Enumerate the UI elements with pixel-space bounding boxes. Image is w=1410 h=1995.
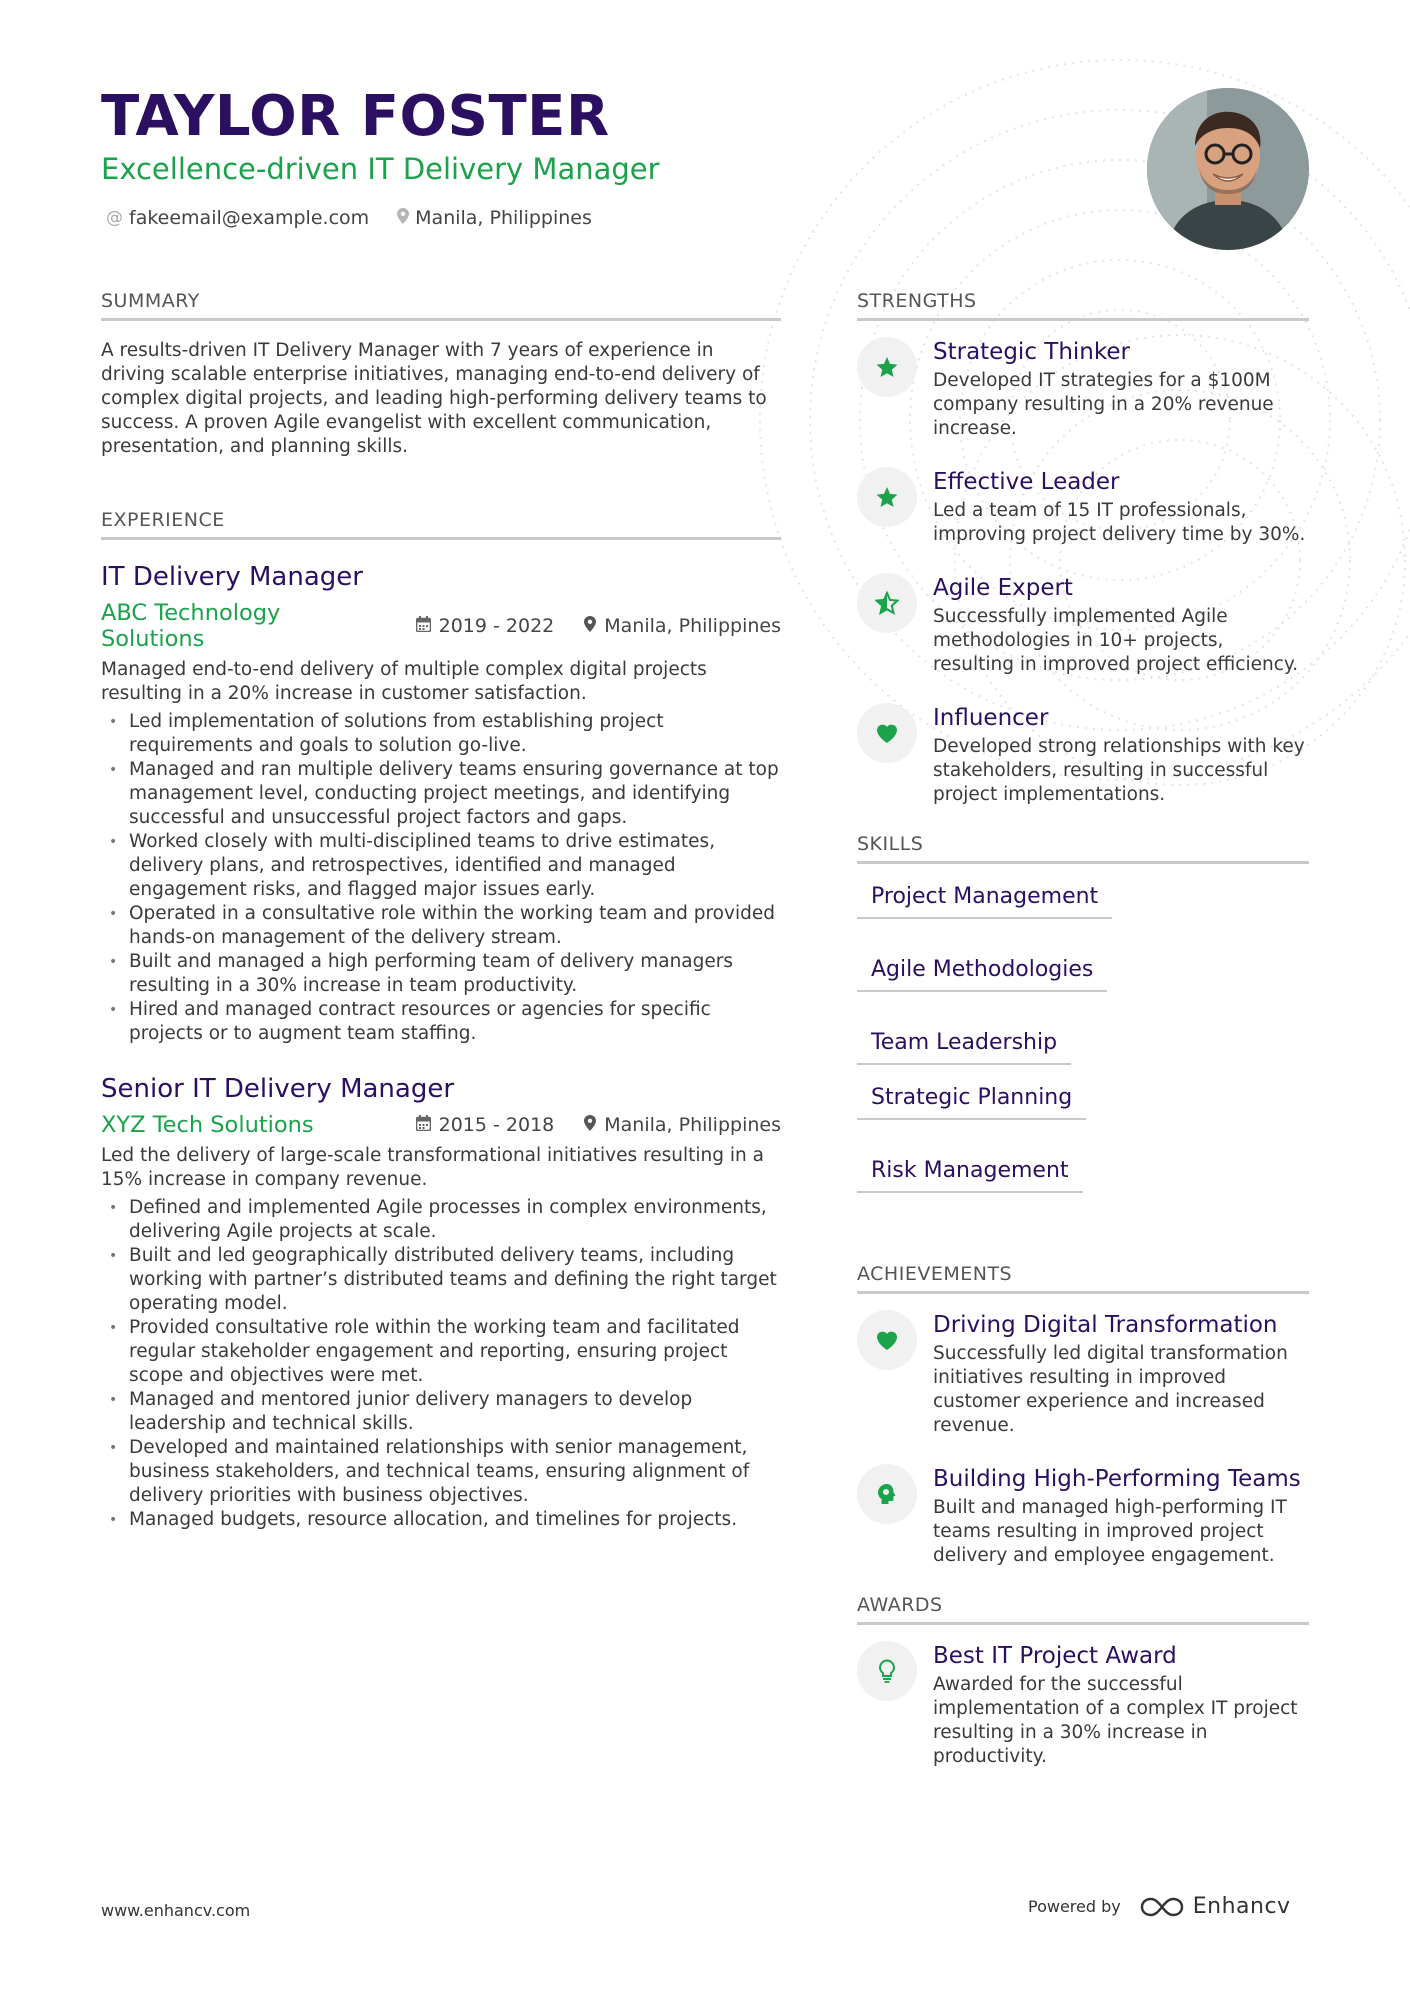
candidate-name: TAYLOR FOSTER [101,84,610,149]
brain-icon [857,1464,917,1524]
job-dates-text: 2019 - 2022 [438,615,555,637]
strengths-heading: STRENGTHS [857,290,1309,321]
job-meta [101,1112,781,1138]
strength-item [857,467,1309,547]
location-contact [397,207,592,229]
skill-tag: Strategic Planning [857,1083,1086,1120]
award-title: Best IT Project Award [933,1643,1177,1669]
job-location [584,1114,781,1136]
strength-text: Developed IT strategies for a $100M company resulting in a 20% revenue increase. [933,370,1274,439]
job-bullet: • Worked closely with multi-disciplined teams to drive estimates, delivery plans, and retrospectives, identified and managed engagement risks, and flagged major issues early. [101,830,781,902]
strength-title: Effective Leader [933,469,1120,495]
heart-icon [857,1310,917,1370]
company-name: ABC Technology Solutions [101,600,281,652]
location-text: Manila, Philippines [415,207,592,229]
job-bullet: • Provided consultative role within the working team and facilitated regular stakeholder engagement and reporting, ensuring project scope and objectives were met. [101,1316,781,1388]
achievement-body [933,1310,1309,1438]
award-item [857,1641,1309,1769]
job-location [584,615,781,637]
half-star-icon [857,573,917,633]
job-entry [101,562,781,1046]
company-name: XYZ Tech Solutions [101,1112,314,1138]
map-pin-icon [397,208,409,229]
candidate-headline: Excellence-driven IT Delivery Manager [101,152,660,186]
skill-tag: Team Leadership [857,1028,1071,1065]
map-pin-icon [584,1115,596,1135]
strength-body [933,573,1309,677]
summary-text: A results-driven IT Delivery Manager with 7 years of experience in driving scalable enterprise initiatives, managing end-to-end delivery of complex digital projects, and leading high-performing delivery teams to success. A proven Agile evangelist with excellent communication, presentation, and planning skills. [101,340,767,457]
left-column [101,290,781,1532]
awards-list [857,1641,1309,1769]
footer-branding [1028,1894,1291,1919]
job-bullet: • Managed and ran multiple delivery teams ensuring governance at top management level, conducting project meetings, and identifying successful and unsuccessful project factors and gaps. [101,758,781,830]
footer-website[interactable]: www.enhancv.com [101,1901,251,1920]
job-title: Senior IT Delivery Manager [101,1074,455,1104]
achievement-text: Successfully led digital transformation initiatives resulting in improved customer experience and increased revenue. [933,1343,1288,1436]
achievement-title: Building High-Performing Teams [933,1466,1301,1492]
job-bullet: • Defined and implemented Agile processes in complex environments, delivering Agile projects at scale. [101,1196,781,1244]
map-pin-icon [584,616,596,636]
strength-body [933,467,1309,547]
job-meta [101,600,781,652]
skill-tag: Risk Management [857,1156,1083,1193]
strength-body [933,703,1309,807]
strength-item [857,573,1309,677]
calendar-icon [416,1115,431,1135]
job-bullet: • Managed budgets, resource allocation, and timelines for projects. [101,1508,781,1532]
skills-heading: SKILLS [857,833,1309,864]
achievements-section [857,1263,1309,1568]
strength-title: Influencer [933,705,1049,731]
job-bullet: • Built and led geographically distributed delivery teams, including working with partner’s distributed teams and defining the right target operating model. [101,1244,781,1316]
strength-body [933,337,1309,441]
award-text: Awarded for the successful implementation of a complex IT project resulting in a 30% increase in productivity. [933,1674,1298,1767]
job-bullet: • Led implementation of solutions from establishing project requirements and goals to solution go-live. [101,710,781,758]
strength-item [857,337,1309,441]
achievements-list [857,1310,1309,1568]
awards-heading: AWARDS [857,1594,1309,1625]
job-bullets [101,710,781,1046]
experience-section [101,509,781,1532]
right-column [857,290,1309,1795]
skills-section [857,833,1309,1193]
job-title: IT Delivery Manager [101,562,363,592]
at-icon: @ [106,208,123,228]
experience-heading: EXPERIENCE [101,509,781,540]
job-bullet: • Developed and maintained relationships with senior management, business stakeholders, and technical teams, ensuring alignment of delivery priorities with business objectives. [101,1436,781,1508]
calendar-icon [416,616,431,636]
job-dates [416,1114,555,1136]
job-location-text: Manila, Philippines [604,1114,781,1136]
job-bullet: • Operated in a consultative role within the working team and provided hands-on management of the delivery stream. [101,902,781,950]
lightbulb-icon [857,1641,917,1701]
profile-photo [1147,88,1309,250]
star-icon [857,467,917,527]
brand-name: Enhancv [1192,1894,1291,1919]
job-entry [101,1074,781,1532]
strength-text: Developed strong relationships with key stakeholders, resulting in successful project implementations. [933,736,1305,805]
summary-section [101,290,781,459]
award-body [933,1641,1309,1769]
brand-logo[interactable] [1139,1894,1291,1919]
email-contact [106,207,369,229]
job-bullets [101,1196,781,1532]
star-icon [857,337,917,397]
strengths-section [857,290,1309,807]
skills-list [857,882,1309,1193]
heart-icon [857,703,917,763]
strength-title: Agile Expert [933,575,1073,601]
job-bullet: • Managed and mentored junior delivery managers to develop leadership and technical skills. [101,1388,781,1436]
achievement-item [857,1310,1309,1438]
achievement-title: Driving Digital Transformation [933,1312,1278,1338]
job-bullet: • Hired and managed contract resources or agencies for specific projects or to augment team staffing. [101,998,781,1046]
contact-info [106,207,592,229]
job-dates-text: 2015 - 2018 [438,1114,555,1136]
summary-heading: SUMMARY [101,290,781,321]
strength-text: Successfully implemented Agile methodologies in 10+ projects, resulting in improved project efficiency. [933,606,1299,675]
skill-tag: Agile Methodologies [857,955,1107,992]
job-dates [416,615,555,637]
achievement-item [857,1464,1309,1568]
awards-section [857,1594,1309,1769]
skill-tag: Project Management [857,882,1112,919]
email-text[interactable]: fakeemail@example.com [129,207,370,229]
job-location-text: Manila, Philippines [604,615,781,637]
job-bullet: • Built and managed a high performing team of delivery managers resulting in a 30% increase in team productivity. [101,950,781,998]
strength-title: Strategic Thinker [933,339,1130,365]
achievements-heading: ACHIEVEMENTS [857,1263,1309,1294]
powered-by-text: Powered by [1028,1897,1121,1916]
achievement-text: Built and managed high-performing IT teams resulting in improved project delivery and employee engagement. [933,1497,1287,1566]
job-description: Led the delivery of large-scale transformational initiatives resulting in a 15% increase in company revenue. [101,1145,764,1190]
strength-text: Led a team of 15 IT professionals, improving project delivery time by 30%. [933,500,1306,545]
strengths-list [857,337,1309,807]
strength-item [857,703,1309,807]
achievement-body [933,1464,1309,1568]
job-description: Managed end-to-end delivery of multiple complex digital projects resulting in a 20% increase in customer satisfaction. [101,659,707,704]
enhancv-logo-icon [1139,1895,1185,1919]
